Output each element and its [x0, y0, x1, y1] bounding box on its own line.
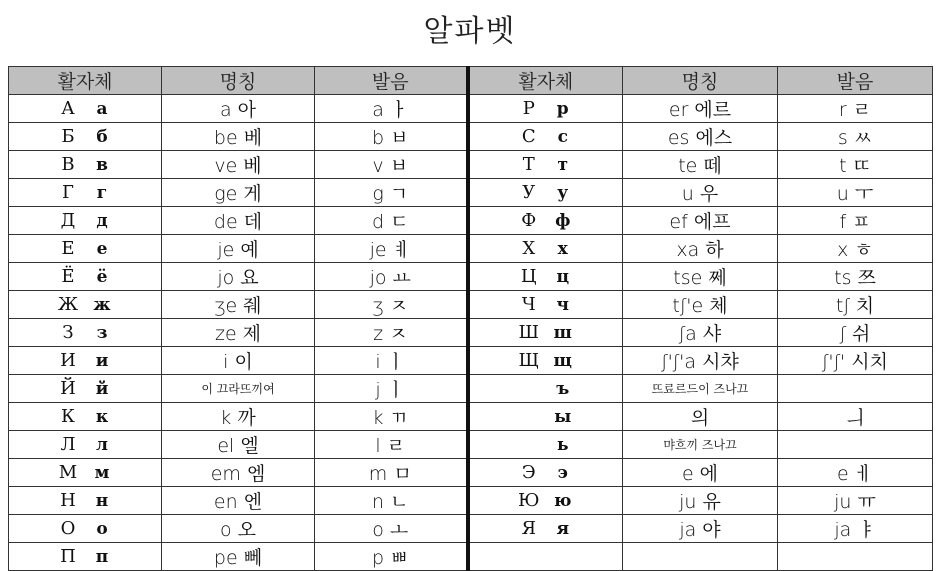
table-row — [9, 319, 933, 347]
letter-cell — [9, 375, 162, 403]
uppercase-letter: Т — [522, 154, 535, 175]
letter-name: ja 야 — [623, 515, 778, 543]
letter-name: pe 뻬 — [162, 543, 315, 571]
letter-pronunciation: b ㅂ — [315, 123, 468, 151]
letter-name — [623, 543, 778, 571]
uppercase-letter: Э — [521, 462, 536, 483]
letter-cell — [468, 235, 623, 263]
uppercase-letter: И — [60, 350, 76, 371]
letter-name: be 베 — [162, 123, 315, 151]
letter-pronunciation: z ㅈ — [315, 319, 468, 347]
letter-pronunciation: ts 쯔 — [778, 263, 933, 291]
letter-name: ef 에프 — [623, 207, 778, 235]
letter-name: a 아 — [162, 95, 315, 123]
letter-pronunciation: a ㅏ — [315, 95, 468, 123]
lowercase-letter: о — [96, 519, 108, 539]
lowercase-letter: к — [95, 407, 109, 427]
letter-pronunciation — [778, 543, 933, 571]
letter-name: e 에 — [623, 459, 778, 487]
letter-pronunciation: s ㅆ — [778, 123, 933, 151]
lowercase-letter: с — [557, 127, 568, 147]
table-row — [9, 487, 933, 515]
lowercase-letter: в — [96, 155, 108, 175]
table-row — [9, 515, 933, 543]
letter-cell — [468, 515, 623, 543]
letter-cell — [468, 151, 623, 179]
uppercase-letter: Ш — [518, 322, 540, 343]
lowercase-letter: ъ — [556, 379, 570, 399]
letter-pronunciation: o ㅗ — [315, 515, 468, 543]
letter-pronunciation: k ㄲ — [315, 403, 468, 431]
letter-pronunciation: p ㅃ — [315, 543, 468, 571]
letter-pronunciation: ju ㅠ — [778, 487, 933, 515]
uppercase-letter: Ч — [521, 294, 536, 315]
letter-name: es 에스 — [623, 123, 778, 151]
header-pronunciation-left: 발음 — [315, 67, 468, 95]
letter-pronunciation: l ㄹ — [315, 431, 468, 459]
letter-name: 의 — [623, 403, 778, 431]
uppercase-letter: Ю — [518, 490, 540, 511]
letter-pronunciation: x ㅎ — [778, 235, 933, 263]
lowercase-letter: г — [96, 183, 108, 203]
uppercase-letter: Ц — [520, 266, 537, 287]
letter-pronunciation: u ㅜ — [778, 179, 933, 207]
header-pronunciation-right: 발음 — [778, 67, 933, 95]
letter-cell — [9, 515, 162, 543]
letter-name: 이 끄라뜨끼여 — [162, 375, 315, 403]
uppercase-letter: Е — [61, 238, 75, 259]
table-row — [9, 207, 933, 235]
letter-cell — [9, 319, 162, 347]
uppercase-letter: Д — [60, 210, 76, 231]
letter-name: k 까 — [162, 403, 315, 431]
letter-name: el 엘 — [162, 431, 315, 459]
letter-cell — [9, 431, 162, 459]
uppercase-letter: Й — [60, 378, 76, 399]
letter-name: 뜨료르드이 즈나끄 — [623, 375, 778, 403]
letter-cell — [9, 235, 162, 263]
uppercase-letter: К — [61, 406, 75, 427]
lowercase-letter: ш — [553, 323, 572, 343]
letter-name: o 오 — [162, 515, 315, 543]
lowercase-letter: п — [95, 547, 109, 567]
letter-cell — [468, 263, 623, 291]
table-row — [9, 347, 933, 375]
letter-pronunciation: je ㅖ — [315, 235, 468, 263]
letter-cell — [9, 95, 162, 123]
letter-cell — [468, 487, 623, 515]
lowercase-letter: я — [556, 519, 570, 539]
letter-cell — [9, 459, 162, 487]
lowercase-letter: й — [95, 379, 109, 399]
letter-name: jo 요 — [162, 263, 315, 291]
letter-pronunciation: j ㅣ — [315, 375, 468, 403]
letter-cell — [9, 291, 162, 319]
letter-name: en 엔 — [162, 487, 315, 515]
header-row — [9, 67, 933, 95]
letter-name: ve 베 — [162, 151, 315, 179]
letter-cell — [9, 207, 162, 235]
lowercase-letter: а — [96, 99, 108, 119]
table-row — [9, 151, 933, 179]
letter-name: u 우 — [623, 179, 778, 207]
letter-pronunciation: ʒ ㅈ — [315, 291, 468, 319]
letter-name: ʃa 샤 — [623, 319, 778, 347]
letter-pronunciation: n ㄴ — [315, 487, 468, 515]
lowercase-letter: д — [96, 211, 108, 231]
uppercase-letter: Р — [522, 98, 535, 119]
letter-cell — [468, 347, 623, 375]
lowercase-letter: н — [95, 491, 109, 511]
lowercase-letter: ь — [556, 435, 569, 455]
letter-pronunciation: ja ㅑ — [778, 515, 933, 543]
letter-name: tse 쩨 — [623, 263, 778, 291]
letter-pronunciation: ㅢ — [778, 403, 933, 431]
letter-cell — [468, 375, 623, 403]
uppercase-letter: Н — [60, 490, 76, 511]
letter-cell — [468, 319, 623, 347]
letter-cell — [468, 403, 623, 431]
letter-name: tʃ'e 체 — [623, 291, 778, 319]
uppercase-letter: Ё — [61, 266, 75, 287]
lowercase-letter: л — [96, 435, 108, 455]
letter-name: ze 제 — [162, 319, 315, 347]
table-row — [9, 179, 933, 207]
letter-name: er 에르 — [623, 95, 778, 123]
uppercase-letter: П — [60, 546, 76, 567]
table-row — [9, 235, 933, 263]
letter-name: em 엠 — [162, 459, 315, 487]
letter-pronunciation: v ㅂ — [315, 151, 468, 179]
letter-pronunciation: g ㄱ — [315, 179, 468, 207]
letter-cell — [9, 179, 162, 207]
letter-pronunciation — [778, 431, 933, 459]
letter-pronunciation: m ㅁ — [315, 459, 468, 487]
letter-cell — [468, 291, 623, 319]
lowercase-letter: у — [557, 183, 569, 203]
uppercase-letter: Х — [522, 238, 536, 259]
uppercase-letter: Ф — [521, 210, 537, 231]
letter-pronunciation: t ㄸ — [778, 151, 933, 179]
lowercase-letter: м — [94, 463, 110, 483]
letter-name: i 이 — [162, 347, 315, 375]
uppercase-letter: Б — [61, 126, 75, 147]
lowercase-letter: ц — [556, 267, 570, 287]
uppercase-letter: Я — [521, 518, 537, 539]
page-title: 알파벳 — [423, 14, 517, 49]
letter-cell — [9, 487, 162, 515]
header-name-right: 명칭 — [623, 67, 778, 95]
uppercase-letter: А — [61, 98, 75, 119]
uppercase-letter: Ж — [57, 294, 79, 315]
letter-cell — [9, 403, 162, 431]
lowercase-letter: э — [557, 463, 568, 483]
alphabet-table — [8, 66, 933, 571]
lowercase-letter: ф — [555, 211, 571, 231]
table-row — [9, 123, 933, 151]
lowercase-letter: и — [95, 351, 109, 371]
letter-name: ʃ'ʃ'a 시챠 — [623, 347, 778, 375]
letter-name: te 떼 — [623, 151, 778, 179]
uppercase-letter: О — [60, 518, 76, 539]
letter-cell — [9, 263, 162, 291]
letter-cell — [9, 151, 162, 179]
letter-cell — [468, 179, 623, 207]
header-name-left: 명칭 — [162, 67, 315, 95]
letter-cell — [468, 459, 623, 487]
lowercase-letter: ю — [554, 491, 572, 511]
lowercase-letter: х — [557, 239, 568, 259]
table-row — [9, 543, 933, 571]
header-typeface-right: 활자체 — [468, 67, 623, 95]
uppercase-letter: М — [58, 462, 78, 483]
lowercase-letter: е — [96, 239, 108, 259]
lowercase-letter: ы — [554, 407, 572, 427]
lowercase-letter: з — [96, 323, 108, 343]
table-row — [9, 95, 933, 123]
table-row — [9, 403, 933, 431]
lowercase-letter: б — [96, 127, 108, 147]
lowercase-letter: ж — [93, 295, 111, 315]
letter-pronunciation: jo ㅛ — [315, 263, 468, 291]
table-row — [9, 431, 933, 459]
letter-name: ʒe 줴 — [162, 291, 315, 319]
letter-name: 먀흐끼 즈나끄 — [623, 431, 778, 459]
letter-pronunciation: f ㅍ — [778, 207, 933, 235]
uppercase-letter: Г — [62, 182, 74, 203]
letter-cell — [468, 95, 623, 123]
table-row — [9, 263, 933, 291]
letter-name: je 예 — [162, 235, 315, 263]
letter-pronunciation: e ㅔ — [778, 459, 933, 487]
uppercase-letter: В — [61, 154, 75, 175]
letter-cell — [9, 347, 162, 375]
letter-cell — [468, 123, 623, 151]
letter-pronunciation: d ㄷ — [315, 207, 468, 235]
letter-pronunciation — [778, 375, 933, 403]
uppercase-letter: С — [521, 126, 536, 147]
letter-cell — [9, 123, 162, 151]
letter-cell — [468, 207, 623, 235]
table-row — [9, 291, 933, 319]
letter-pronunciation: r ㄹ — [778, 95, 933, 123]
letter-pronunciation: tʃ 치 — [778, 291, 933, 319]
letter-pronunciation: i ㅣ — [315, 347, 468, 375]
lowercase-letter: т — [557, 155, 569, 175]
table-row — [9, 459, 933, 487]
uppercase-letter: У — [522, 182, 536, 203]
uppercase-letter: Щ — [518, 350, 540, 371]
letter-name: xa 하 — [623, 235, 778, 263]
lowercase-letter: р — [556, 99, 569, 119]
lowercase-letter: щ — [553, 351, 572, 371]
letter-cell — [468, 543, 623, 571]
lowercase-letter: ч — [556, 295, 569, 315]
lowercase-letter: ё — [96, 267, 108, 287]
letter-name: ge 게 — [162, 179, 315, 207]
letter-pronunciation: ʃ 쉬 — [778, 319, 933, 347]
letter-name: ju 유 — [623, 487, 778, 515]
letter-cell — [468, 431, 623, 459]
letter-cell — [9, 543, 162, 571]
header-typeface-left: 활자체 — [9, 67, 162, 95]
uppercase-letter: Л — [60, 434, 76, 455]
table-row — [9, 375, 933, 403]
letter-pronunciation: ʃ'ʃ' 시치 — [778, 347, 933, 375]
letter-name: de 데 — [162, 207, 315, 235]
uppercase-letter: З — [62, 322, 74, 343]
